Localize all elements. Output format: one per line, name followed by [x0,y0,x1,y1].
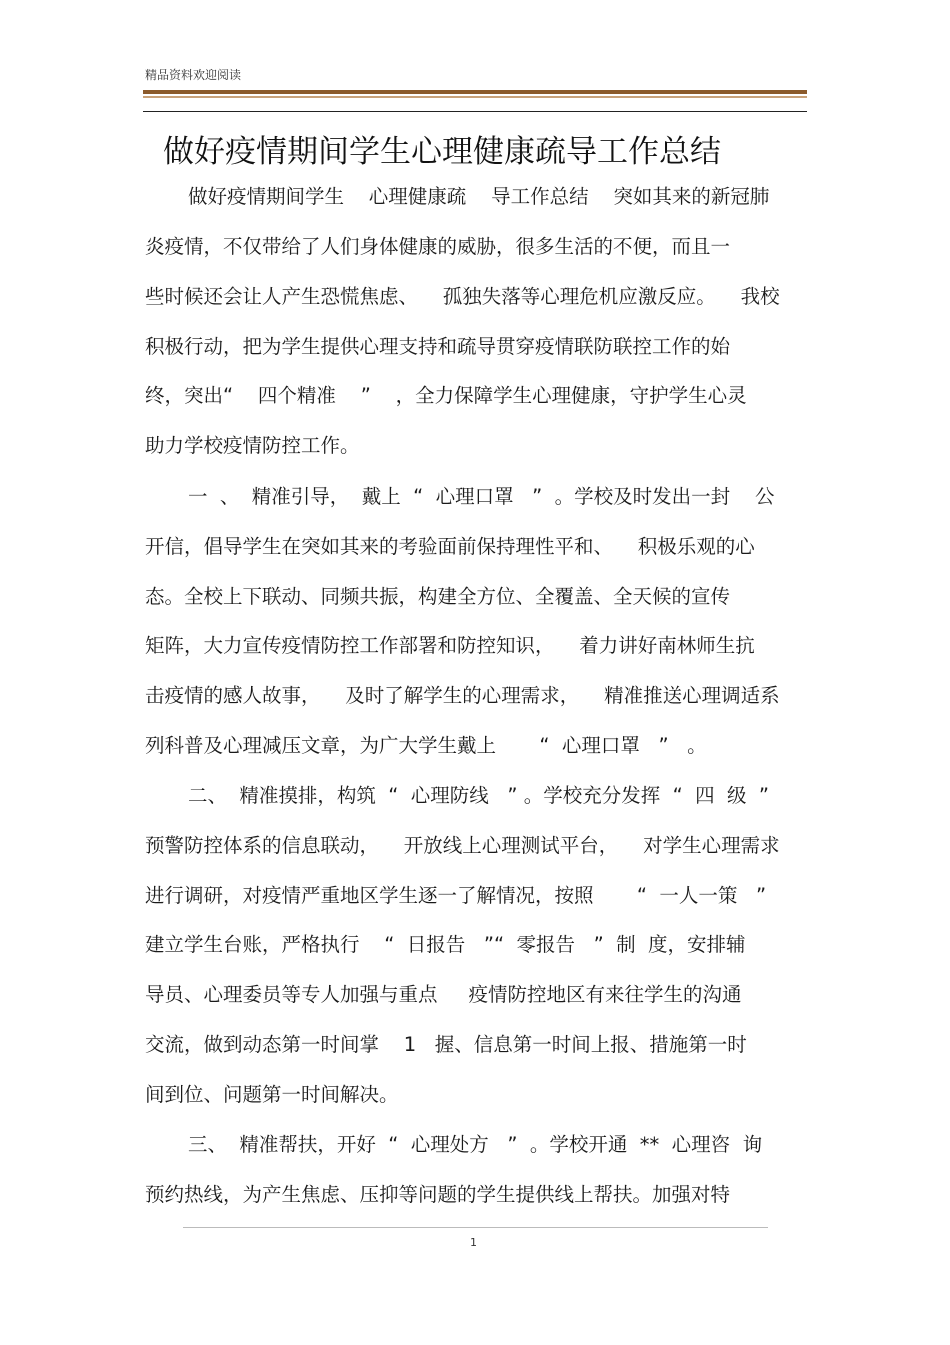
body-line: 炎疫情，不仅带给了人们身体健康的威胁，很多生活的不便，而且一 [145,235,731,258]
body-line: 态。全校上下联动、同频共振，构建全方位、全覆盖、全天候的宣传 [145,585,731,608]
header-rule-thin [143,111,807,112]
body-line: 二、 精准摸排，构筑 “ 心理防线 ” 。学校充分发挥 “ 四 级 ” [188,784,769,807]
body-line: 终，突出“ 四个精准 ” ，全力保障学生心理健康，守护学生心灵 [145,384,747,407]
body-line: 矩阵，大力宣传疫情防控工作部署和防控知识， 着力讲好南林师生抗 [145,634,755,657]
header-rule-mid [143,96,807,98]
body-line: 间到位、问题第一时间解决。 [145,1083,399,1106]
body-line: 开信，倡导学生在突如其来的考验面前保持理性平和、 积极乐观的心 [145,535,755,558]
document-title: 做好疫情期间学生心理健康疏导工作总结 [163,134,721,170]
body-line: 建立学生台账，严格执行 “ 日报告 ”“ 零报告 ” 制 度，安排辅 [145,933,746,956]
body-line: 助力学校疫情防控工作。 [145,434,360,457]
header-rule-thick [143,90,807,94]
page-number: 1 [470,1236,477,1249]
body-line: 积极行动，把为学生提供心理支持和疏导贯穿疫情联防联控工作的始 [145,335,731,358]
body-line: 些时候还会让人产生恐慌焦虑、 孤独失落等心理危机应激反应。 我校 [145,285,780,308]
body-line: 进行调研，对疫情严重地区学生逐一了解情况，按照 “ 一人一策 ” [145,884,767,907]
body-line: 交流，做到动态第一时间掌 1 握、信息第一时间上报、措施第一时 [145,1033,747,1056]
body-line: 导员、心理委员等专人加强与重点 疫情防控地区有来往学生的沟通 [145,983,742,1006]
body-line: 三、 精准帮扶，开好 “ 心理处方 ” 。学校开通 ** 心理咨 询 [188,1133,763,1156]
body-line: 做好疫情期间学生 心理健康疏 导工作总结 突如其来的新冠肺 [188,185,770,208]
footer-rule [183,1227,768,1228]
body-line: 击疫情的感人故事， 及时了解学生的心理需求， 精准推送心理调适系 [145,684,780,707]
body-line: 列科普及心理减压文章，为广大学生戴上 “ 心理口罩 ” 。 [145,734,707,757]
body-line: 预约热线，为产生焦虑、压抑等问题的学生提供线上帮扶。加强对特 [145,1183,731,1206]
page-header-label: 精品资料欢迎阅读 [145,68,242,82]
body-line: 一 、 精准引导， 戴上 “ 心理口罩 ” 。学校及时发出一封 公 [188,485,775,508]
body-line: 预警防控体系的信息联动， 开放线上心理测试平台， 对学生心理需求 [145,834,780,857]
